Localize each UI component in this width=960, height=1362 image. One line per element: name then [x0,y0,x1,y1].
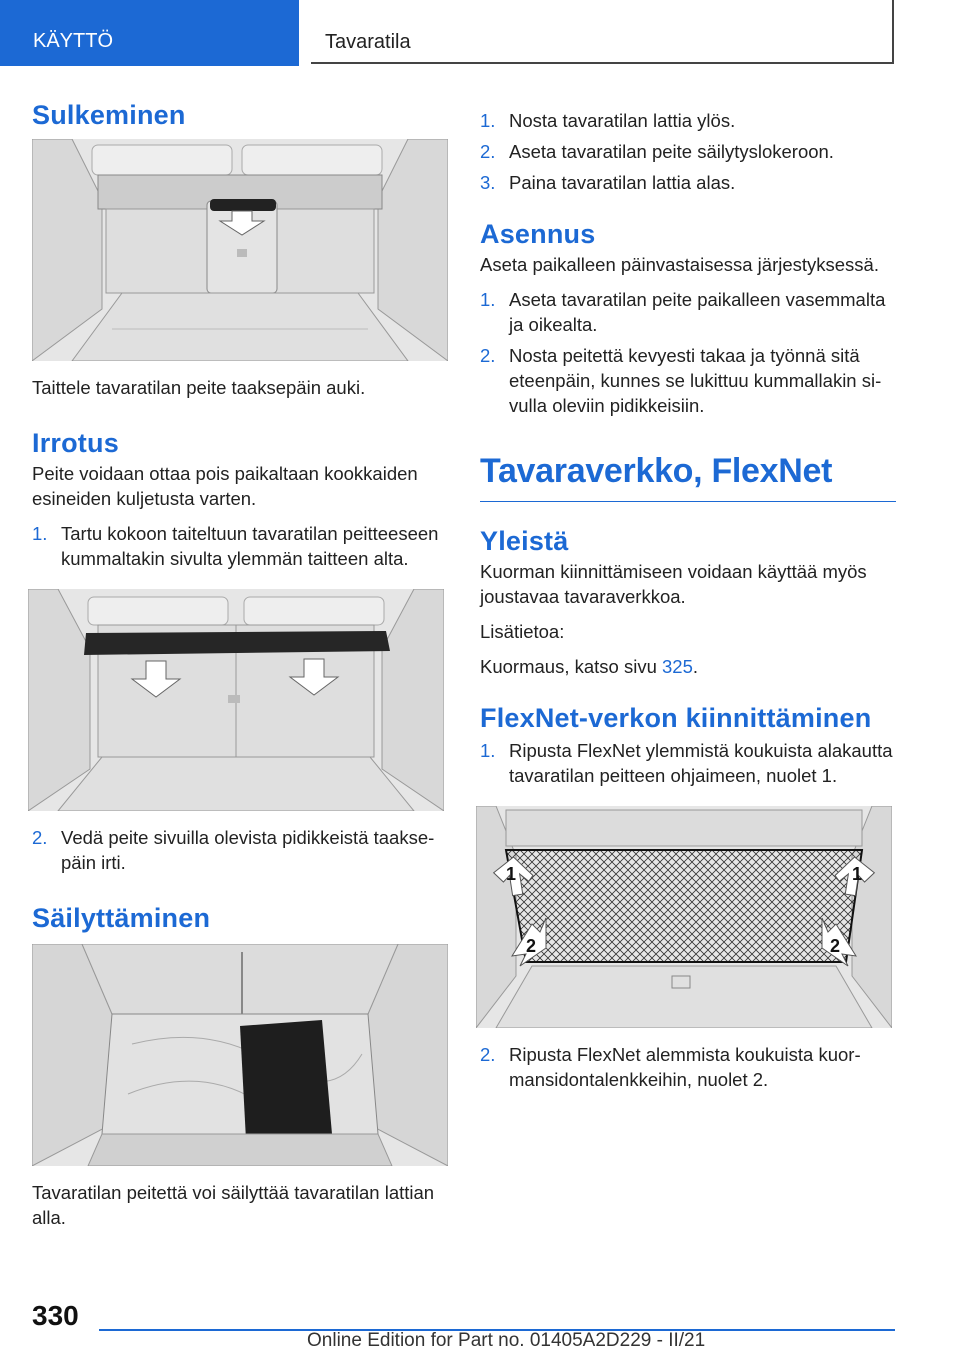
flexnet-steps-2 [480,1042,896,1092]
yleista-text: Kuorman kiinnittämiseen voidaan käyttää myös joustavaa tavaraverkkoa. [480,561,867,607]
header-chapter [311,0,894,64]
heading-tavaraverkko: Tavaraverkko, FlexNet [480,452,896,502]
cover-removal-illustration [28,589,444,811]
list-item [480,738,896,788]
heading-irrotus: Irrotus [32,428,119,458]
heading-asennus: Asennus [480,219,596,249]
caption-fold-cover: Taittele tavaratilan peite taaksepäin auki. [32,377,366,398]
list-item [480,170,896,195]
list-item [480,287,896,337]
step-text: Aseta tavaratilan peite säilytyslokeroon. [509,141,834,162]
step-text: Ripusta FlexNet alemmista koukuista kuormansidontalenkkeihin, nuolet 2. [509,1044,861,1090]
left-column [32,100,448,1230]
step-number: 1. [480,289,496,310]
flexnet-steps [480,738,896,788]
header-chapter-label: Tavaratila [325,31,411,53]
step-text: Nosta peitettä kevyesti takaa ja työnnä sitä eteenpäin, kunnes se lukittuu kummallakin sivulla oleviin pidikkeisiin. [509,345,882,416]
list-item [480,139,896,164]
right-column [480,108,896,1092]
figure-flexnet [476,806,892,1028]
irrotus-intro: Peite voidaan ottaa pois paikaltaan kookkaiden esineiden kuljetusta varten. [32,463,418,509]
cargo-cover-illustration [32,139,448,361]
figure-cover-storage [32,944,448,1166]
heading-yleista: Yleistä [480,526,569,556]
list-item [32,825,448,875]
figure-cargo-cover-closed [32,139,448,361]
arrow-label: 1 [506,864,517,884]
irrotus-steps-2 [32,825,448,875]
step-number: 1. [480,740,496,761]
page-link-325[interactable]: 325 [662,656,693,677]
footer-edition: Online Edition for Part no. 01405A2D229 - II/21 [307,1330,706,1351]
kuormaus-reference [480,654,896,679]
step-text: Tartu kokoon taiteltuun tavaratilan peitteeseen kummaltakin sivulta ylemmän taitteen alta. [61,523,439,569]
step-number: 2. [480,141,496,162]
step-text: Paina tavaratilan lattia alas. [509,172,736,193]
arrow-label: 1 [852,864,863,884]
irrotus-steps [32,521,448,571]
step-number: 1. [480,110,496,131]
storage-steps [480,108,896,195]
step-text: Vedä peite sivuilla olevista pidikkeistä taaksepäin irti. [61,827,435,873]
cover-storage-illustration [32,944,448,1166]
kuormaus-text: Kuormaus, katso sivu [480,656,662,677]
header-section-label: KÄYTTÖ [33,30,114,52]
step-number: 3. [480,172,496,193]
flexnet-illustration [476,806,892,1028]
arrow-label: 2 [830,936,841,956]
list-item [32,521,448,571]
step-text: Ripusta FlexNet ylemmistä koukuista alakautta tavaratilan peitteen ohjaimeen, nuolet 1. [509,740,893,786]
caption-storage: Tavaratilan peitettä voi säilyttää tavaratilan lattian alla. [32,1182,435,1228]
heading-sailyttaminen: Säilyttäminen [32,903,211,933]
step-number: 2. [480,1044,496,1065]
kuormaus-period: . [692,656,699,677]
figure-cover-removal [28,589,444,811]
step-number: 2. [480,345,496,366]
step-text: Aseta tavaratilan peite paikalleen vasemmalta ja oikealta. [509,289,886,335]
arrow-label: 2 [526,936,537,956]
heading-flexnet: FlexNet-verkon kiinnittäminen [480,703,872,733]
lisatietoa-label: Lisätietoa: [480,621,565,642]
heading-sulkeminen: Sulkeminen [32,100,186,130]
asennus-steps [480,287,896,418]
step-text: Nosta tavaratilan lattia ylös. [509,110,736,131]
page-number: 330 [32,1300,79,1331]
asennus-intro: Aseta paikalleen päinvastaisessa järjestyksessä. [480,254,879,275]
step-number: 2. [32,827,48,848]
step-number: 1. [32,523,48,544]
list-item [480,343,896,418]
header-section-tab [0,0,299,66]
list-item [480,108,896,133]
list-item [480,1042,896,1092]
